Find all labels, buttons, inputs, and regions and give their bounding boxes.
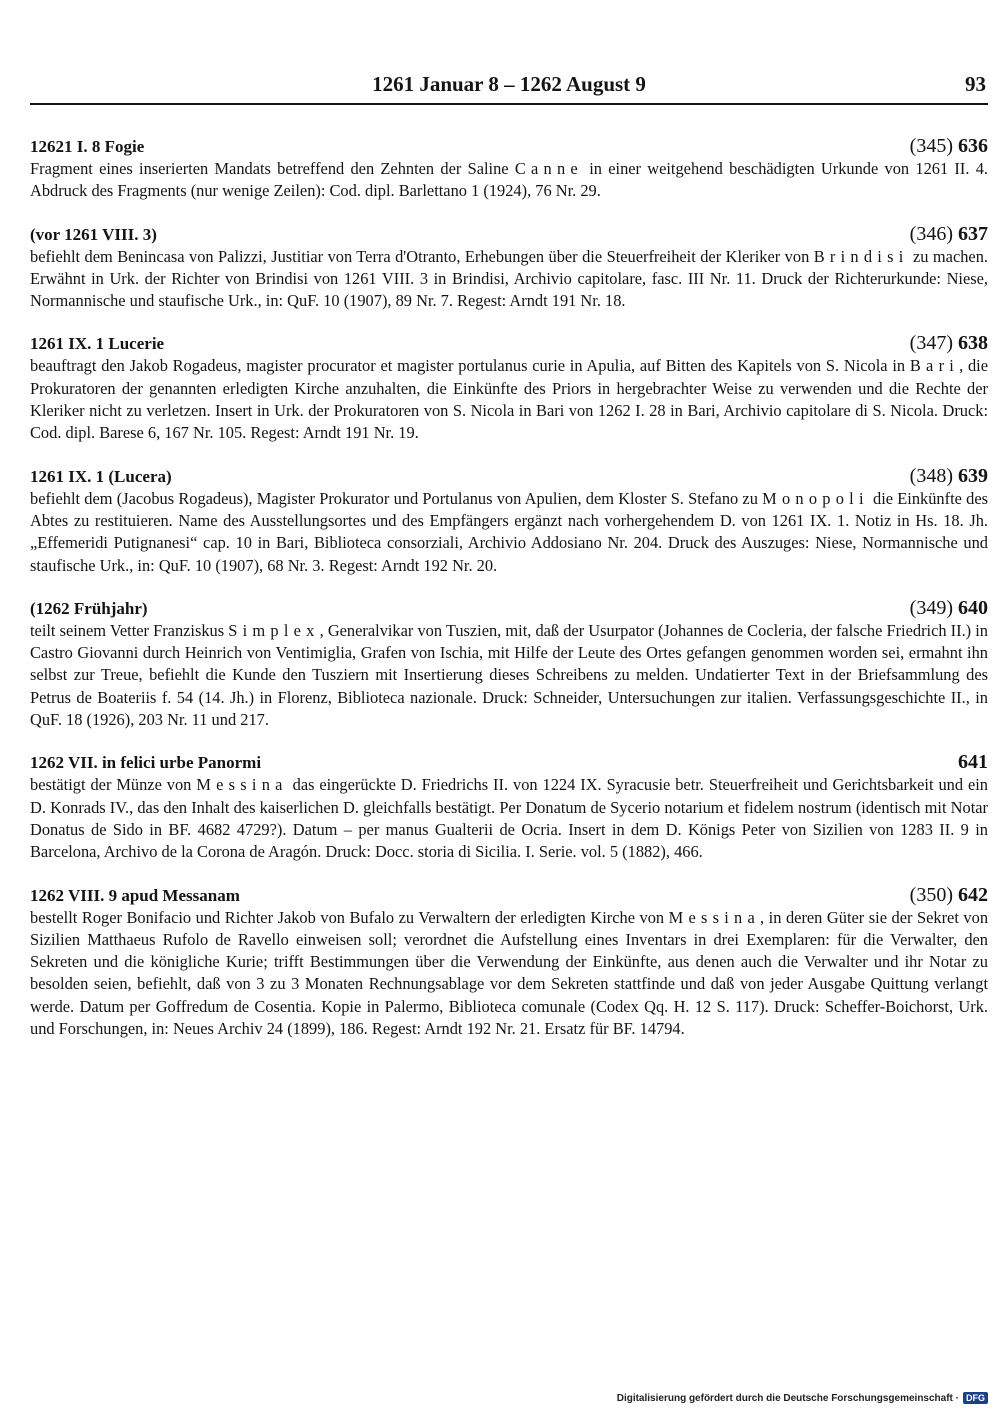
entry-text: bestätigt der Münze von Messina das eingerückte D. Friedrichs II. von 1224 IX. Syracusie betr. Steuerfreiheit und Gerichtsbarkeit und ein D. Konrads IV., das den Inhalt des kaiserlichen D. gleichfalls bestätigt. Per Donatum de Sycerio notarium et fidelem nostrum (identisch mit Notar Donatus de Sido in BF. 4682 4729?). Datum – per manus Gualterii de Ocria. Insert in dem D. Königs Peter von Sizilien von 1283 II. 9 in Barcelona, Archivo de la Corona de Aragón. Druck: Docc. storia di Sicilia. I. Serie. vol. 5 (1882), 466.: [30, 775, 988, 862]
regest-entry: [30, 332, 988, 444]
regest-list: [30, 135, 988, 1060]
entry-text: befiehlt dem Benincasa von Palizzi, Justitiar von Terra d'Otranto, Erhebungen über die Steuerfreiheit der Kleriker von Brindisi zu machen. Erwähnt in Urk. der Richter von Brindisi von 1261 VIII. 3 in Brindisi, Archivio capitolare, fasc. III Nr. 11. Druck der Richterurkunde: Niese, Normannische und staufische Urk., in: QuF. 10 (1907), 89 Nr. 7. Regest: Arndt 191 Nr. 18.: [30, 246, 988, 311]
entry-date: 1262 VIII. 9 apud Messanam: [30, 885, 240, 905]
regest-entry: [30, 751, 988, 863]
running-title: 1261 Januar 8 – 1262 August 9: [372, 72, 646, 96]
entry-number: [958, 751, 988, 773]
entry-number: [910, 597, 988, 619]
regest-entry: [30, 597, 988, 731]
dfg-logo: DFG: [963, 1392, 988, 1404]
header-divider: [30, 103, 988, 105]
entry-text: Fragment eines inserierten Mandats betreffend den Zehnten der Saline Canne in einer weitgehend beschädigten Urkunde von 1261 II. 4. Abdruck des Fragments (nur wenige Zeilen): Cod. dipl. Barlettano 1 (1924), 76 Nr. 29.: [30, 159, 988, 201]
entry-regest-number: 639: [958, 464, 988, 487]
page-number: 93: [965, 72, 986, 96]
entry-ref: (350): [909, 883, 953, 906]
entry-regest-number: 637: [958, 222, 988, 245]
entry-ref: (348): [909, 464, 953, 487]
entry-header: [30, 751, 988, 774]
entry-ref: (347): [909, 332, 953, 355]
page-header: [30, 0, 988, 100]
regest-entry: [30, 884, 988, 1041]
entry-header: [30, 884, 988, 907]
entry-number: [910, 135, 988, 157]
entry-header: [30, 223, 988, 246]
entry-date: (1262 Frühjahr): [30, 598, 148, 618]
entry-number: [910, 884, 988, 906]
entry-number: [910, 332, 988, 354]
regest-entry: [30, 135, 988, 203]
entry-number: [910, 223, 988, 245]
entry-header: [30, 135, 988, 158]
entry-header: [30, 465, 988, 488]
document-page: [30, 0, 989, 1039]
entry-ref: (346): [909, 222, 953, 245]
entry-header: [30, 597, 988, 620]
entry-text: teilt seinem Vetter Franziskus Simplex, Generalvikar von Tuszien, mit, daß der Usurpator (Johannes de Cocleria, der falsche Friedrich II.) in Castro Giovanni durch Heinrich von Ventimiglia, Grafen von Ischia, mit Hilfe der Leute des Ortes gefangen genommen worden sei, ermahnt ihn selbst zur Treue, befiehlt die Kunde den Tusziern mit Insertierung dieses Schreibens zu melden. Undatierter Text in der Briefsammlung des Petrus de Boateriis f. 54 (14. Jh.) in Florenz, Biblioteca nazionale. Druck: Schneider, Untersuchungen zur italien. Verfassungsgeschichte II., in QuF. 18 (1926), 203 Nr. 11 und 217.: [30, 620, 988, 730]
entry-date: (vor 1261 VIII. 3): [30, 224, 157, 244]
entry-number: [910, 465, 988, 487]
footer-credit: Digitalisierung gefördert durch die Deutsche Forschungsgemeinschaft ·: [616, 1392, 959, 1404]
entry-regest-number: 638: [958, 332, 988, 355]
page-footer: [617, 1392, 988, 1404]
entry-regest-number: 640: [958, 596, 988, 619]
entry-regest-number: 641: [958, 751, 988, 774]
entry-date: 1262 VII. in felici urbe Panormi: [30, 753, 262, 773]
entry-header: [30, 332, 988, 355]
regest-entry: [30, 223, 988, 313]
entry-text: bestellt Roger Bonifacio und Richter Jakob von Bufalo zu Verwaltern der erledigten Kirche von Messina, in deren Güter sie der Sekret von Sizilien Matthaeus Rufolo de Ravello einweisen soll; verordnet die Aufstellung eines Inventars in drei Exemplaren: für die Verwalter, den Sekreten und die königliche Kurie; trifft Bestimmungen über die Verwendung der Einkünfte, aus denen auch die Verwalter und ihr Notar zu besolden seien, befiehlt, daß von 3 zu 3 Monaten Rechnungsablage vor dem Sekreten stattfinde und daß von jeder Ausgabe Quittung verlangt werde. Datum per Goffredum de Cosentia. Kopie in Palermo, Biblioteca comunale (Codex Qq. H. 12 S. 117). Druck: Scheffer-Boichorst, Urk. und Forschungen, in: Neues Archiv 24 (1899), 186. Regest: Arndt 192 Nr. 21. Ersatz für BF. 14794.: [30, 907, 989, 1039]
entry-text: beauftragt den Jakob Rogadeus, magister procurator et magister portulanus curie in Apulia, auf Bitten des Kapitels von S. Nicola in Bari, die Prokuratoren der genannten erledigten Kirche anzuhalten, die Einkünfte des Priors in hergebrachter Weise zu verwenden und die Rechte der Kleriker nicht zu verletzen. Insert in Urk. der Prokuratoren von S. Nicola in Bari von 1262 I. 28 in Bari, Archivio capitolare di S. Nicola. Druck: Cod. dipl. Barese 6, 167 Nr. 105. Regest: Arndt 191 Nr. 19.: [30, 356, 988, 443]
entry-date: 1261 IX. 1 (Lucera): [30, 466, 172, 486]
entry-ref: (345): [909, 135, 953, 157]
entry-date: 1261 IX. 1 Lucerie: [30, 334, 165, 354]
entry-date: 12621 I. 8 Fogie: [30, 137, 145, 156]
entry-regest-number: 636: [958, 135, 988, 157]
regest-entry: [30, 465, 988, 577]
entry-text: befiehlt dem (Jacobus Rogadeus), Magister Prokurator und Portulanus von Apulien, dem Kloster S. Stefano zu Monopoli die Einkünfte des Abtes zu restituieren. Name des Ausstellungsortes und des Empfängers ergänzt nach vorhergehendem D. von 1261 IX. 1. Notiz in Hs. 18. Jh. „Effemeridi Putignanesi“ cap. 10 in Bari, Biblioteca consorziali, Archivio Addosiano Nr. 204. Druck des Auszuges: Niese, Normannische und staufische Urk., in: QuF. 10 (1907), 68 Nr. 3. Regest: Arndt 192 Nr. 20.: [30, 488, 988, 575]
entry-regest-number: 642: [958, 883, 988, 906]
entry-ref: (349): [909, 596, 953, 619]
